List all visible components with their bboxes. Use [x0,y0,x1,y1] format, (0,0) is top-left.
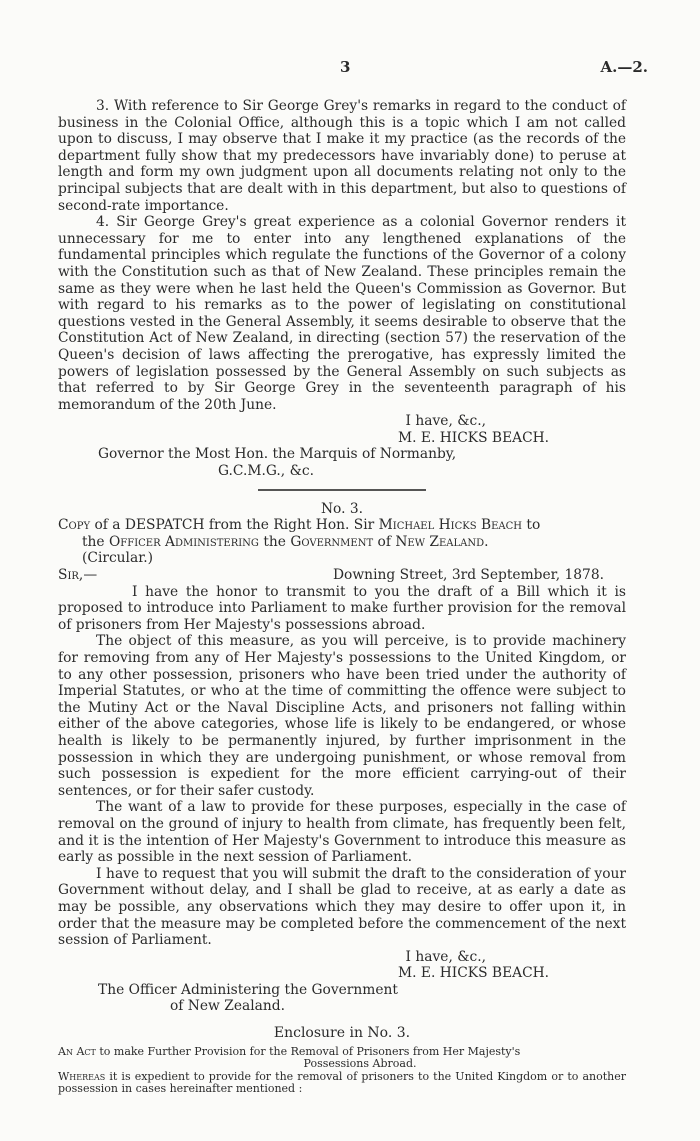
addressee-line-1: Governor the Most Hon. the Marquis of Normanby, [98,446,457,463]
salutation-dateline [58,567,626,584]
heading-officer: Officer Administering [109,533,259,550]
despatch-heading [58,517,626,534]
despatch-paragraph-1: I have the honor to transmit to you the draft of a Bill which it is proposed to introduce into Parliament to make further provision for the removal of prisoners from Her Majesty's possessions abroad. [58,583,626,633]
salutation: Sir,— [58,567,98,584]
heading-to: to [526,517,541,534]
despatch-paragraph-3: The want of a law to provide for these purposes, especially in the case of removal on the ground of injury to health from climate, has frequently been felt, and it is the intention of Her Majesty's Government to introduce this measure as early as possible in the next session of Parliament. [58,799,626,866]
whereas-prefix: Whereas [58,1069,106,1083]
despatch-paragraph-2: The object of this measure, as you will perceive, is to provide machinery for removing from any of Her Majesty's possessions to the United Kingdom, or to any other possession, prisoners who have been tried under the authority of Imperial Statutes, or who at the time of committing the offence were subject to the Mutiny Act or the Naval Discipline Acts, and prisoners not falling within either of the above categories, whose life is likely to be endangered, or whose health is likely to be permanently injured, by further imprisonment in the possession in which they are undergoing punishment, or whose removal from such possession is expedient for the more efficient carrying-out of their sentences, or for their safer custody. [58,633,626,799]
heading-the-1: the [82,533,105,550]
despatch-heading-line-2 [58,534,626,551]
whereas-text: it is expedient to provide for the removal of prisoners to the United Kingdom or to another possession in cases hereinafter mentioned : [58,1069,627,1096]
heading-of: of [377,533,391,550]
dateline: Downing Street, 3rd September, 1878. [333,567,604,584]
despatch-closing: I have, &c., [405,948,486,965]
act-title-text: to make Further Provision for the Removal of Prisoners from Her Majesty's [99,1044,521,1058]
act-prefix: An Act [58,1044,96,1058]
document-body [58,98,626,1096]
despatch-addressee-2: of New Zealand. [170,998,285,1015]
circular-label: (Circular.) [82,550,154,567]
paper-reference: A.—2. [600,58,648,76]
section-divider [258,489,426,491]
heading-government: Government [290,533,374,550]
heading-copy: Copy [58,517,91,534]
paragraph-4: 4. Sir George Grey's great experience as a colonial Governor renders it unnecessary for me to enter into any lengthened explanations of the fundamental principles which regulate the functions of the Governor of a colony with the Constitution such as that of New Zealand. These principles remain the same as they were when he last held the Queen's Commission as Governor. But with regard to his remarks as to the power of legislating on constitutional questions vested in the General Assembly, it seems desirable to observe that the Constitution Act of New Zealand, in directing (section 57) the reservation of the Queen's decision of laws affecting the prerogative, has expressly limited the powers of legislation possessed by the General Assembly on such subjects as that referred to by Sir George Grey in the seventeenth paragraph of his memorandum of the 20th June. [58,214,626,413]
despatch-paragraph-4: I have to request that you will submit the draft to the consideration of your Government without delay, and I shall be glad to receive, at as early a date as may be possible, any observations which they may desire to offer upon it, in order that the measure may be completed before the commencement of the next session of Parliament. [58,865,626,949]
signature: M. E. HICKS BEACH. [398,429,550,446]
heading-text: of a DESPATCH from the Right Hon. Sir [94,517,375,534]
page-number: 3 [340,58,351,76]
whereas-clause [58,1071,626,1096]
heading-new-zealand: New Zealand. [395,533,489,550]
act-title-line-2: Possessions Abroad. [303,1057,417,1071]
enclosure-title: Enclosure in No. 3. [273,1025,411,1042]
despatch-addressee-1: The Officer Administering the Government [98,981,398,998]
closing-line: I have, &c., [405,413,486,430]
page-header [0,58,700,80]
heading-name: Michael Hicks Beach [378,517,523,534]
heading-the-2: the [263,533,286,550]
addressee-line-2: G.C.M.G., &c. [218,463,314,480]
despatch-signature: M. E. HICKS BEACH. [398,965,550,982]
paragraph-3: 3. With reference to Sir George Grey's remarks in regard to the conduct of business in the Colonial Office, although this is a topic which I am not called upon to discuss, I may observe that I make it my practice (as the records of the department fully show that my predecessors have invariably done) to peruse at length and form my own judgment upon all documents relating not only to the principal subjects that are dealt with in this department, but also to questions of second-rate importance. [58,98,626,214]
despatch-number: No. 3. [320,500,364,517]
